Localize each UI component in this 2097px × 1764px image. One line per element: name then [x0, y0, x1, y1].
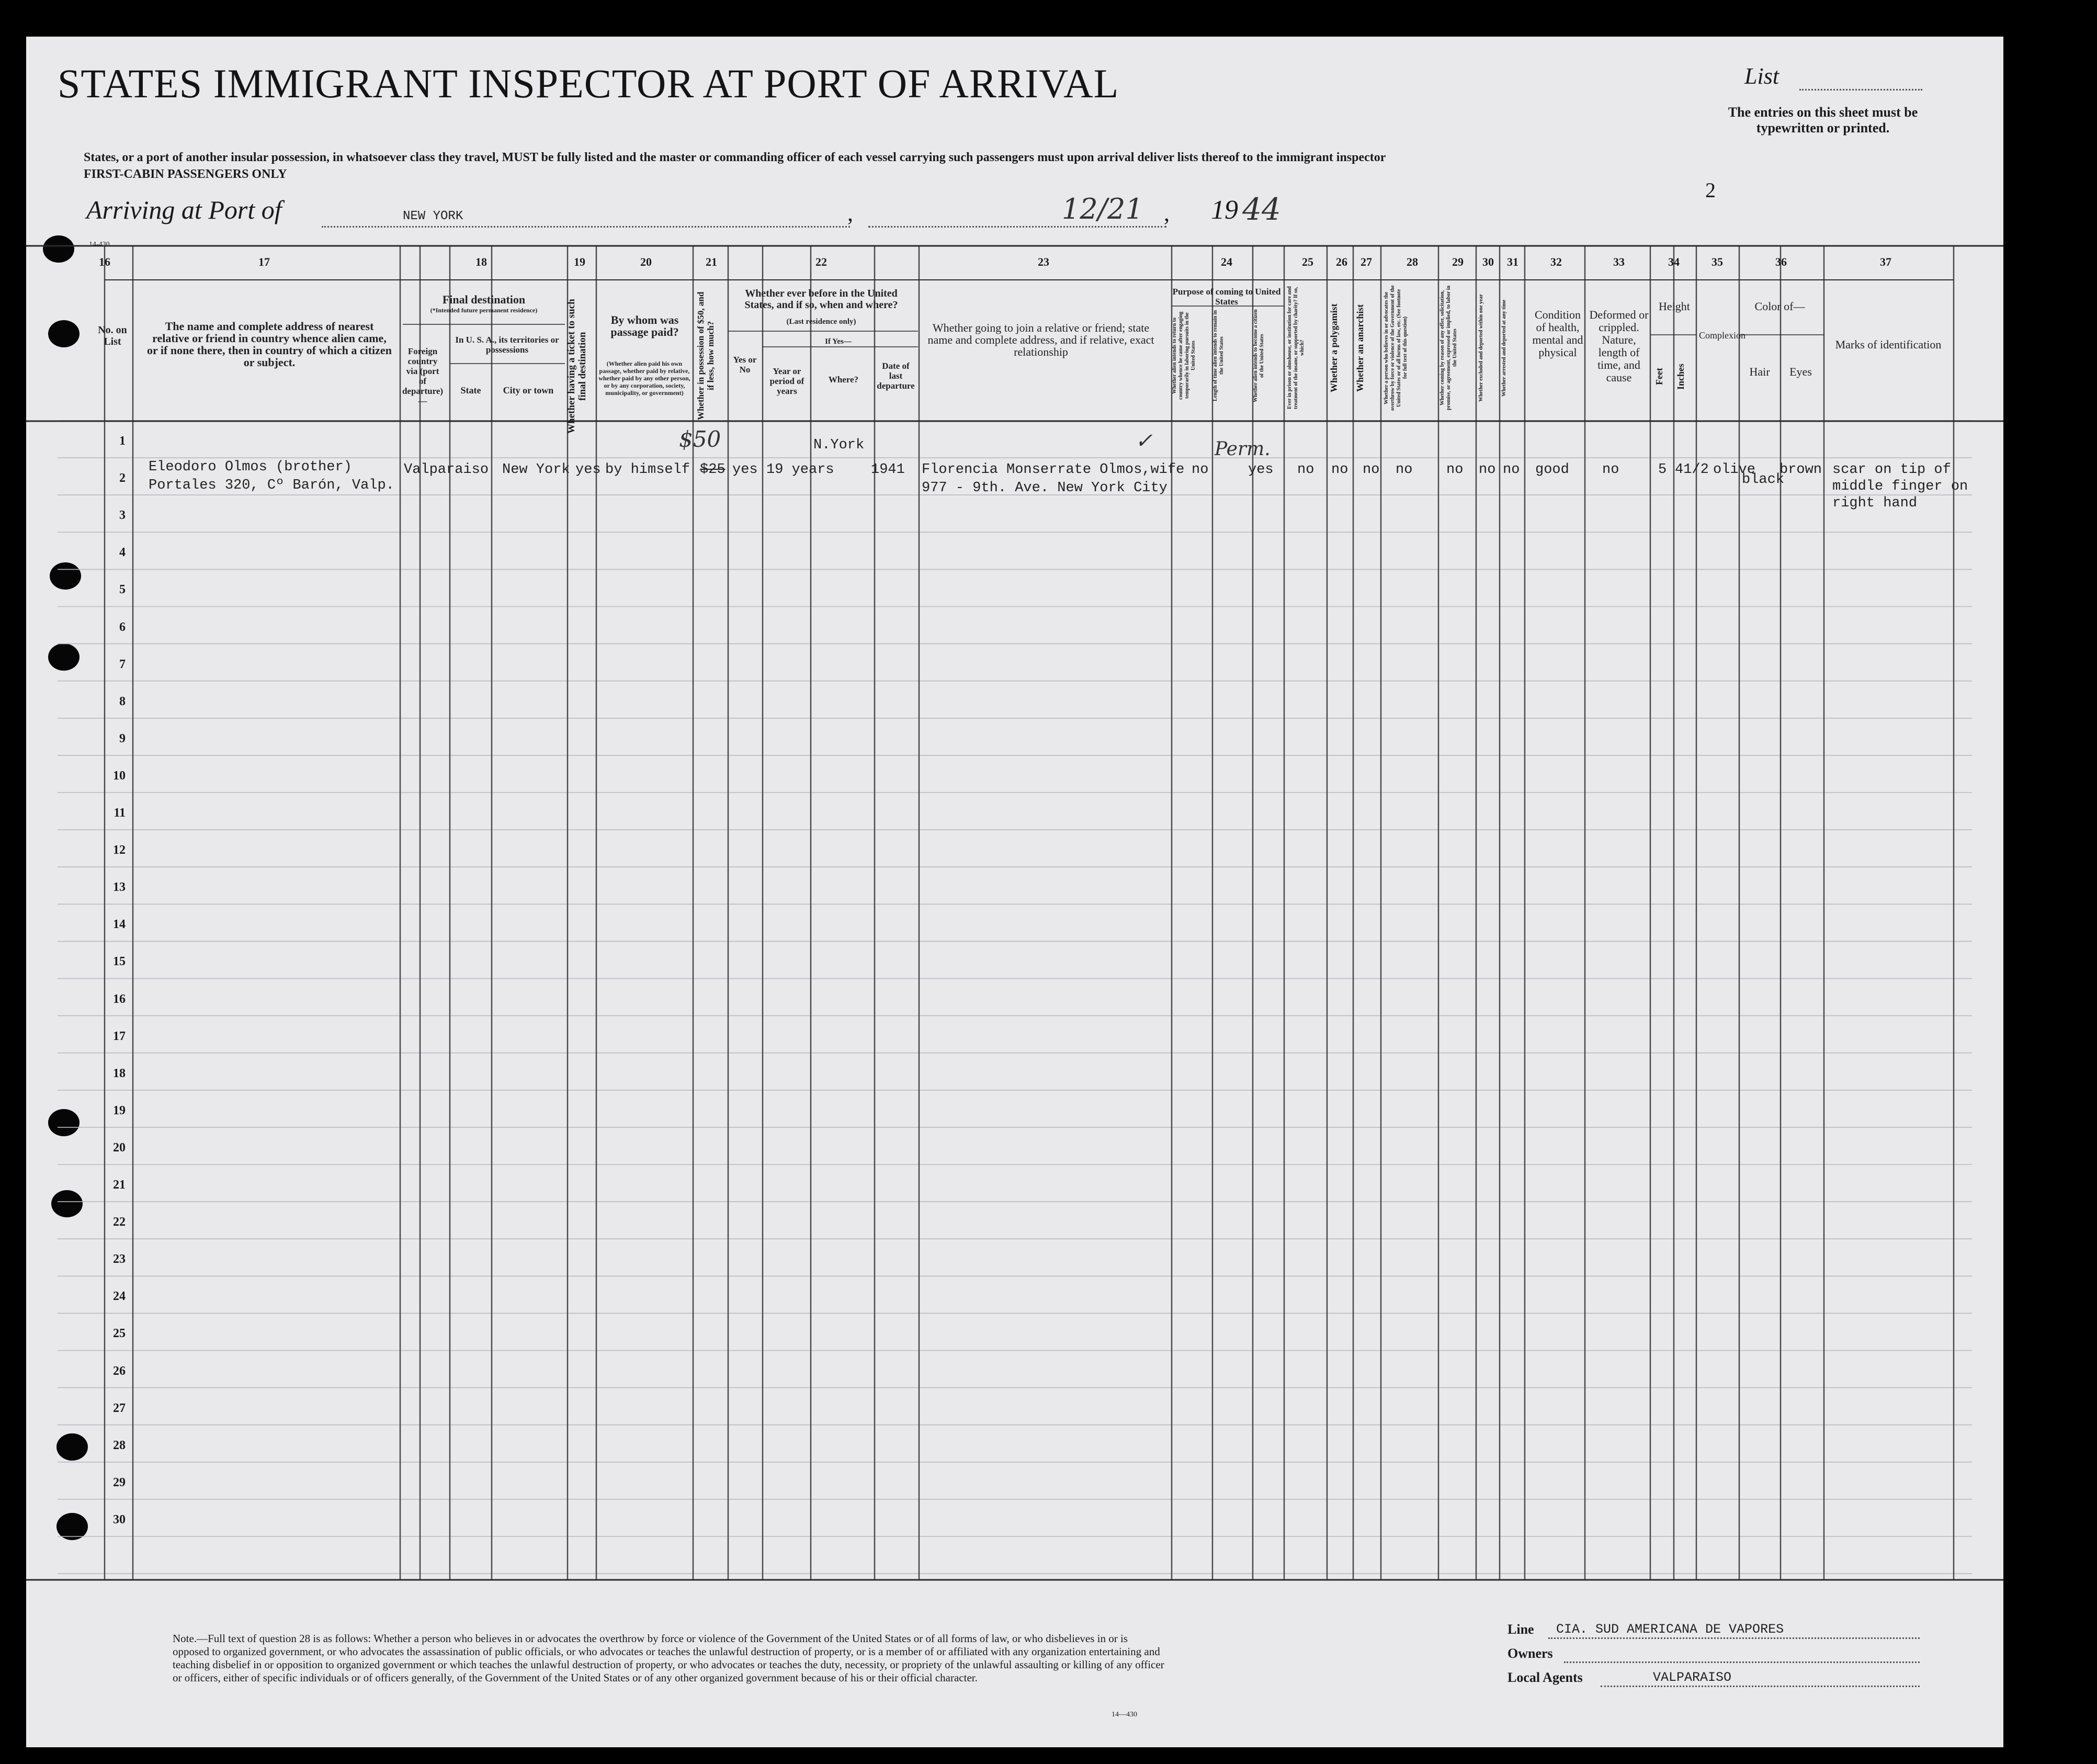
header-last-residence: (Last residence only) [786, 318, 856, 326]
column-number: 25 [1302, 255, 1313, 268]
header-feet: Feet [1654, 368, 1664, 386]
header-city: City or town [503, 385, 554, 395]
column-number: 31 [1507, 255, 1518, 268]
footnote: Note.—Full text of question 28 is as follows: Whether a person who believes in or advocates the overthrow by force or violence of the Government of the United States or of all forms of law, or who disbelieves in or is opposed to organized government, or who advocates the assassination of public officials, or who advocates or teaches the unlawful destruction of property, or is a member of or affiliated with any organization entertaining and teaching disbelief in or opposition to organized government or which teaches the unlawful destruction of property, or who advocates or teaches the duty, necessity, or propriety of the unlawful assaulting or killing of any officer or officers, either of specific individuals or of officers generally, of the Government of the United States or of any other organized government because of his or their official character. [173, 1632, 1164, 1684]
agents-label: Local Agents [1507, 1670, 1583, 1685]
column-number: 24 [1221, 255, 1232, 268]
row-number: 8 [119, 694, 126, 708]
list-label: List [1744, 63, 1779, 89]
header-before-in-us: Whether ever before in the United States, and if so, when and where? [744, 288, 898, 311]
column-number: 16 [99, 255, 110, 268]
form-code-top: 14-430 [89, 241, 110, 248]
header-no-on-list: No. on List [98, 324, 127, 347]
row-number: 23 [113, 1252, 126, 1267]
header-inches: Inches [1675, 364, 1686, 390]
row-number: 25 [113, 1327, 126, 1341]
complexion: olive [1713, 462, 1756, 478]
passenger-class: FIRST-CABIN PASSENGERS ONLY [84, 167, 287, 181]
comma: , [1164, 200, 1170, 226]
money-typed: $25 [700, 462, 726, 478]
header-in-usa: In U. S. A., its territories or possessions [455, 335, 559, 355]
labor-offer: no [1446, 462, 1464, 478]
column-number: 22 [815, 255, 827, 268]
year-prefix: 19 [1211, 195, 1238, 225]
column-number: 28 [1407, 255, 1418, 268]
entries-note: The entries on this sheet must be typewritten or printed. [1728, 105, 1918, 135]
years: 19 years [766, 462, 834, 478]
header-marks: Marks of identification [1835, 338, 1942, 351]
row-number: 24 [113, 1290, 126, 1304]
prison: no [1297, 462, 1314, 478]
hair: black [1742, 472, 1785, 488]
paid-by: by himself [605, 462, 690, 478]
comma: , [847, 200, 853, 226]
excluded: no [1479, 462, 1496, 478]
header-date-departure: Date of last departure [877, 361, 915, 391]
column-number: 29 [1452, 255, 1464, 268]
header-if-yes: If Yes— [825, 337, 852, 346]
city: New York [502, 462, 570, 478]
sheet-number: 2 [1705, 178, 1716, 202]
port-value: NEW YORK [403, 209, 463, 223]
header-ticket: Whether having a ticket to such final destination [566, 299, 588, 434]
money-handwritten: $50 [679, 426, 721, 452]
column-number: 32 [1550, 255, 1562, 268]
row-number: 30 [113, 1512, 126, 1526]
column-number: 18 [475, 255, 487, 268]
row-number: 22 [113, 1215, 126, 1229]
header-arrested: Whether arrested and deported at any time [1501, 299, 1507, 397]
column-number: 27 [1361, 255, 1372, 268]
column-number: 34 [1668, 255, 1680, 268]
row-number: 6 [119, 620, 126, 634]
header-anarchist: Whether an anarchist [1355, 304, 1365, 392]
header-years: Year or period of years [769, 366, 804, 396]
row-number: 19 [113, 1103, 126, 1117]
header-passage-paid: By whom was passage paid? [610, 313, 679, 338]
line-value: CIA. SUD AMERICANA DE VAPORES [1556, 1622, 1784, 1637]
height-feet: 5 [1658, 462, 1667, 478]
header-become-citizen: Whether alien intends to become a citizen of the United States [1253, 309, 1265, 402]
row-number: 4 [119, 546, 126, 560]
row-number: 2 [119, 471, 126, 485]
header-overthrow: Whether a person who believes in or advocates the overthrow by force or violence of the Government of the United States or of all forms of law, etc. (See footnote for full text of this question) [1384, 285, 1408, 411]
row-number: 3 [119, 508, 126, 523]
header-eyes: Eyes [1789, 365, 1812, 378]
column-number: 30 [1482, 255, 1494, 268]
agents-underline [1601, 1686, 1920, 1687]
header-polygamist: Whether a polygamist [1329, 303, 1339, 392]
row-number: 16 [113, 992, 126, 1006]
column-number: 20 [640, 255, 652, 268]
column-number: 26 [1336, 255, 1347, 268]
header-state: State [460, 385, 481, 395]
joining-line-1: Florencia Monserrate Olmos,wife [922, 462, 1185, 478]
marks-line-3: right hand [1832, 495, 1918, 511]
form-title: STATES IMMIGRANT INSPECTOR AT PORT OF ARRIVAL [58, 61, 1119, 106]
header-purpose: Purpose of coming to United States [1172, 287, 1281, 307]
row-number: 18 [113, 1066, 126, 1080]
column-number: 35 [1711, 255, 1723, 268]
column-number: 37 [1880, 255, 1891, 268]
arrested: no [1503, 462, 1520, 478]
header-final-destination-note: (*Intended future permanent residence) [430, 307, 538, 314]
agents-value: VALPARAISO [1653, 1670, 1732, 1685]
year-suffix: 44 [1242, 191, 1281, 227]
header-labor-offer: Whether coming by reason of any offer, solicitation, promise, or agreement, expressed or implied, to labor in the United States [1439, 285, 1458, 411]
row-number: 14 [113, 918, 126, 932]
owners-underline [1564, 1661, 1920, 1663]
length-of-stay: Perm. [1215, 438, 1271, 460]
last-departure: 1941 [871, 462, 905, 478]
header-joining: Whether going to join a relative or friend; state name and complete address, and if relative, exact relationship [927, 321, 1154, 358]
column-number: 23 [1038, 255, 1049, 268]
relative-line-2: Portales 320, Cº Barón, Valp. [149, 478, 394, 493]
check-mark: ✓ [1135, 429, 1153, 453]
header-excluded: Whether excluded and deported within one year [1478, 294, 1484, 402]
column-number: 17 [258, 255, 270, 268]
eyes: brown [1779, 462, 1822, 478]
column-number: 36 [1775, 255, 1787, 268]
row-number: 10 [113, 768, 126, 783]
marks-line-1: scar on tip of [1832, 462, 1951, 478]
header-hair: Hair [1749, 365, 1770, 378]
column-number: 21 [706, 255, 717, 268]
line-underline [1548, 1637, 1920, 1639]
height-inches: 41/2 [1675, 462, 1709, 478]
header-height: Height [1659, 300, 1690, 313]
become-citizen: yes [1248, 462, 1274, 478]
where: N.York [813, 437, 865, 453]
row-number: 27 [113, 1401, 126, 1415]
before-in-us: yes [732, 462, 758, 478]
row-number: 1 [119, 434, 126, 448]
form-subtitle: States, or a port of another insular possession, in whatsoever class they travel, MUST be fully listed and the master or commanding officer of each vessel carrying such passengers must upon arrival deliver lists thereof to the immigrant inspector [84, 151, 1386, 164]
row-number: 26 [113, 1364, 126, 1378]
arrival-date: 12/21 [1062, 193, 1143, 225]
row-number: 15 [113, 955, 126, 969]
deformed: no [1602, 462, 1619, 478]
row-number: 13 [113, 880, 126, 895]
column-number: 33 [1613, 255, 1625, 268]
header-passage-paid-note: (Whether alien paid his own passage, whether paid by relative, whether paid by any other person, or by any corporation, society, municipality, or government) [598, 360, 690, 397]
header-purpose-return: Whether alien intends to return to country whence he came after engaging temporarily in laboring pursuits in the United States [1172, 311, 1196, 400]
row-number: 9 [119, 731, 126, 745]
row-number: 28 [113, 1438, 126, 1452]
ticket: yes [575, 462, 601, 478]
header-foreign-country: Foreign country via (port of departure)— [402, 346, 444, 406]
header-prison: Ever in prison or almshouse, or institution for care and treatment of the insane, or supported by charity? If so, which? [1287, 286, 1305, 410]
header-health: Condition of health, mental and physical [1532, 308, 1583, 359]
arriving-label: Arriving at Port of [86, 195, 282, 224]
marks-line-2: middle finger on [1832, 479, 1968, 494]
row-number: 5 [119, 583, 126, 597]
header-money: Whether in possession of $50, and if less, how much? [696, 291, 716, 420]
owners-label: Owners [1507, 1646, 1553, 1661]
row-number: 29 [113, 1475, 126, 1489]
row-number: 21 [113, 1178, 126, 1192]
relative-line-1: Eleodoro Olmos (brother) [149, 459, 352, 475]
polygamist: no [1331, 462, 1348, 478]
anarchist: no [1363, 462, 1380, 478]
row-number: 7 [119, 657, 126, 671]
row-number: 20 [113, 1140, 126, 1155]
row-number: 17 [113, 1029, 126, 1043]
header-deformed: Deformed or crippled. Nature, length of time, and cause [1589, 308, 1649, 384]
header-length-of-stay: Length of time alien intends to remain in the United States [1212, 310, 1225, 401]
header-color-of: Color of— [1754, 300, 1805, 313]
header-relative: The name and complete address of nearest relative or friend in country whence alien came, or if none there, then in country of which a citizen or subject. [147, 320, 392, 369]
column-number: 19 [574, 255, 585, 268]
purpose-return: no [1192, 462, 1209, 478]
joining-line-2: 977 - 9th. Ave. New York City [922, 480, 1167, 496]
overthrow: no [1396, 462, 1413, 478]
header-where: Where? [828, 375, 859, 385]
row-number: 11 [114, 806, 126, 820]
foreign-via: Valparaiso [404, 462, 489, 478]
line-label: Line [1507, 1622, 1534, 1637]
header-yes-or-no: Yes or No [733, 355, 757, 375]
health: good [1535, 462, 1569, 478]
form-code-bottom: 14—430 [1112, 1711, 1137, 1718]
header-complexion: Complexion [1699, 330, 1745, 341]
header-final-destination: Final destination [442, 293, 526, 306]
row-number: 12 [113, 843, 126, 857]
